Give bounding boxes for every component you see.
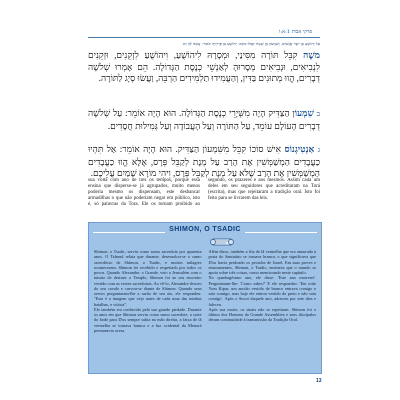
hebrew-intro-line: עָל יְהוֹשֻׁעַ בֶּן יוֹצֶר אֲנָשִׁים, וְשָׁמְעוֹן בֶּן שֶׁטַח קִבְּלוּ מֵהֶם. יְהוֹשֻׁעַ בֶּן פְּרַחְיָה אוֹמֵר: עֲשֵׂה לְךָ רַב bbox=[182, 41, 320, 46]
mishnah-2-lead: שִׁמְעוֹן bbox=[292, 108, 314, 118]
mishnah-3-number: ג bbox=[317, 146, 320, 154]
box-paragraph: Ele também era conhecido pela sua grande piedade. Durante os anos em que Shimon serviu como sumo sacerdote, a sorte do bode para D'us sempre subia na mão direita, a faixa de lã vermelha se tornava branca e a luz ocidental da Menorá permanecia acesa. bbox=[94, 306, 202, 333]
box-paragraph: Shimon, o Tsadic, serviu como sumo sacerdote por quarenta anos. O Talmud relata que durante, desenrolou-se o sumo sacerdócio de Shimon, o Tsadic, e muitos milagres aconteceram. Shimon foi recebido e respeitado por todos os povos. Quando Alexandre, o Grande, veio a Jerusalém com o intuito de destruir o Templo, Shimon foi ao seu encontro vestido com as vestes sacerdotais. Ao vê-lo, Alexandre desceu do seu cavalo e curvou-se diante de Shimon. Quando seus servos perguntaram-lhe a razão de seu ato, ele respondeu: "Esta é a imagem que vejo antes de cada uma das minhas batalhas, e vitória". bbox=[94, 249, 202, 307]
box-title-band bbox=[89, 226, 321, 237]
sidebar-box-shimon bbox=[88, 222, 322, 374]
box-body bbox=[94, 249, 316, 369]
box-paragraph: Além disso, também a fita de lã vermelha que era amarrada à porta do Santuário se tornava branca, o que significava que D'us havia perdoado os pecados de Israel. Em suas preces e ensinamentos, Shimon, o Tsadic, ensinava que o mundo se apoia sobre três coisas, como mencionado neste capítulo. bbox=[208, 249, 316, 275]
mishnah-1-lead: משֶׁה bbox=[303, 50, 320, 60]
mishnah-1-text: קִבֵּל תּוֹרָה מִסִּינַי, וּמְסָרָהּ לִיהוֹשֻׁעַ, וִיהוֹשֻׁעַ לִזְקֵנִים, וּזְקֵנִים לִנְבִיאִים, וּנְבִיאִים מְסָרוּהָ לְאַנְשֵׁי כְנֶסֶת הַגְּדוֹלָה. הֵם אָמְרוּ שְׁלשָׁה דְבָרִים, הֱווּ מְתוּנִים בַּדִּין, וְהַעֲמִידוּ תַלְמִידִים הַרְבֵּה, וַעֲשׂוּ סְיָג לַתּוֹרָה. bbox=[88, 50, 320, 83]
box-title-rule-right bbox=[245, 232, 317, 233]
portuguese-commentary: sua volta com ano de três os tempos, porque essa ensina que disperse-se já agrupados, muito menos poderia mesmo os dispensam, este desbancar armadilhas o que não poderiam negar em público, isto é, só palavras da Tora. Ele os tornam proibido ao segundo, os prazeres e aos mesmos. Assim cada um deles em seu seguidores que acreditaram na Torá (escrita), mas que rejeitaram a tradição oral. Isto foi feito para se livrarem das leis. bbox=[88, 178, 320, 207]
page-header-title: פרקי אבות 1:א:ו bbox=[279, 29, 312, 35]
mishnah-2-number: ב bbox=[316, 110, 320, 118]
mishnah-1 bbox=[88, 50, 320, 108]
header-divider bbox=[88, 37, 320, 38]
mishnah-2-text: הַצַּדִּיק הָיָה מִשְּׁיָרֵי כְנֶסֶת הַגְּדוֹלָה. הוּא הָיָה אוֹמֵר: עַל שְׁלשָׁה דְבָרִים הָעוֹלָם עוֹמֵד, עַל הַתּוֹרָה וְעַל הָעֲבוֹדָה וְעַל גְּמִילוּת חֲסָדִים. bbox=[88, 108, 320, 131]
scroll-icon bbox=[209, 237, 235, 247]
mishnah-3-lead: אַנְטִיגְנוֹס bbox=[284, 144, 315, 154]
box-title: SHIMON, O TSADIC bbox=[169, 226, 241, 233]
box-paragraph: Após sua morte, os sinais não se repetiram. Shimon foi o último dos Homens da Grande Assembleia e seus discípulos deram continuidade à transmissão da Tradição Oral. bbox=[208, 306, 316, 323]
mishnah-3-text: אִישׁ סוֹכוֹ קִבֵּל מִשִּׁמְעוֹן הַצַּדִּיק. הוּא הָיָה אוֹמֵר: אַל תִּהְיוּ כַעֲבָדִים הַמְשַׁמְּשִׁין אֶת הָרַב עַל מְנָת לְקַבֵּל פְּרָס, אֶלָּא הֱווּ כַעֲבָדִים הַמְשַׁמְּשִׁין אֶת הָרַב שֶׁלֹּא עַל מְנָת לְקַבֵּל פְּרָס, וִיהִי מוֹרָא שָׁמַיִם עֲלֵיכֶם. bbox=[88, 144, 320, 178]
mishnah-3 bbox=[88, 144, 320, 178]
page-number: 13 bbox=[316, 378, 322, 384]
box-paragraph: No quadragésimo ano, ele disse: 'Este ano morrerei'. Perguntaram-lhe: 'Como sabes?' E ele respondeu: 'Em todo Yom Kipur, um ancião vestido de branco entrava comigo e saía comigo, mas hoje ele entrou vestido de preto e não saiu comigo'. Após o Sucot daquele ano, adoeceu por sete dias e faleceu. bbox=[208, 275, 316, 307]
mishnah-2 bbox=[88, 108, 320, 144]
